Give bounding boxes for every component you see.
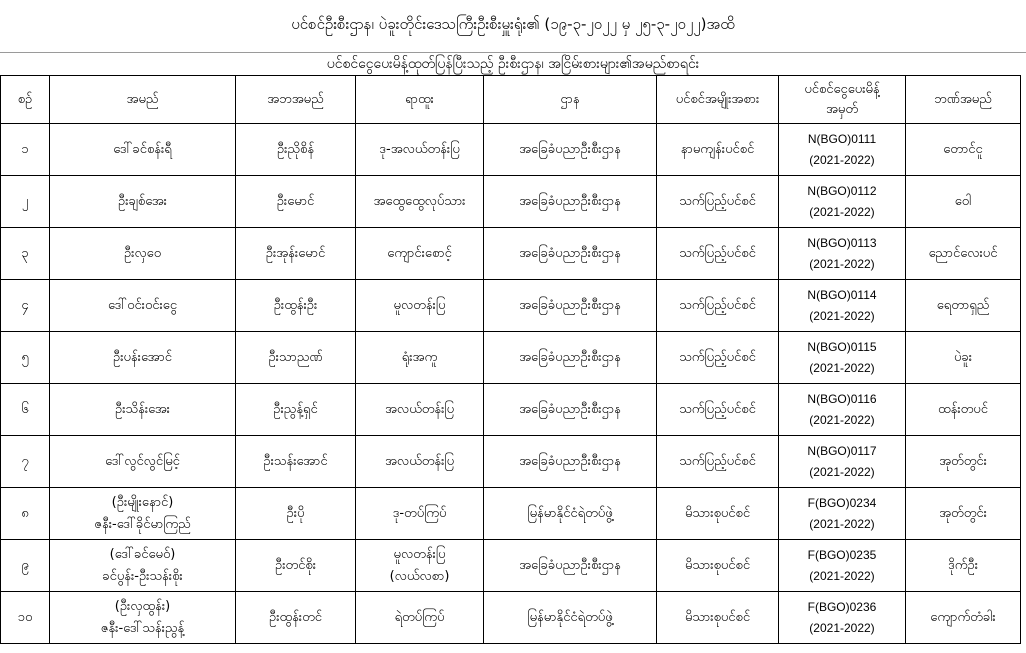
cell-order-no bbox=[779, 228, 906, 280]
cell-order-no bbox=[779, 280, 906, 332]
bank-name: ဝေါ bbox=[954, 193, 972, 209]
bank-name: ထန်းတပင် bbox=[938, 401, 988, 417]
dept-name: အခြေခံပညာဦးစီးဌာန bbox=[519, 453, 621, 469]
rank-line1: အထွေထွေလုပ်သား bbox=[373, 193, 466, 209]
cell-dept bbox=[484, 488, 657, 540]
cell-name bbox=[50, 488, 236, 540]
cell-rank bbox=[356, 176, 484, 228]
pension-type: မိသားစုပင်စင် bbox=[684, 505, 751, 521]
cell-bank bbox=[906, 488, 1021, 540]
bank-name: ရေတာရှည် bbox=[936, 297, 990, 313]
rank-line1: မူလတန်းပြ bbox=[393, 546, 446, 562]
header-order-no-line1: ပင်စင်ငွေပေးမိန့် bbox=[804, 81, 880, 97]
cell-rank bbox=[356, 436, 484, 488]
rank-line1: အလယ်တန်းပြ bbox=[384, 401, 455, 417]
name-line2: ဇနီး-ဒေါ်သန်းညွန့် bbox=[100, 620, 185, 636]
cell-father bbox=[236, 592, 356, 644]
cell-rank bbox=[356, 540, 484, 592]
cell-father bbox=[236, 488, 356, 540]
name-line1: (ဦးလှထွန်း) bbox=[114, 598, 171, 614]
order-year: (2021-2022) bbox=[809, 620, 875, 635]
cell-rank bbox=[356, 384, 484, 436]
order-no: F(BGO)0234 bbox=[807, 495, 877, 510]
name-line1: ဦးလှဝေ bbox=[123, 245, 162, 261]
father-name: ဦးအုန်းမောင် bbox=[265, 245, 326, 261]
pension-type: သက်ပြည့်ပင်စင် bbox=[679, 297, 756, 313]
cell-rank bbox=[356, 488, 484, 540]
bank-name: အုတ်တွင်း bbox=[939, 453, 987, 469]
cell-dept bbox=[484, 176, 657, 228]
cell-name bbox=[50, 176, 236, 228]
pensioner-table bbox=[0, 75, 1021, 644]
father-name: ဦးသန်းအောင် bbox=[263, 453, 328, 469]
name-line1: (ဦးမျိုးနောင်) bbox=[111, 494, 174, 510]
cell-name bbox=[50, 124, 236, 176]
cell-name bbox=[50, 436, 236, 488]
cell-father bbox=[236, 332, 356, 384]
row-no: ၄ bbox=[21, 297, 29, 313]
pension-type: မိသားစုပင်စင် bbox=[684, 557, 751, 573]
cell-order-no bbox=[779, 124, 906, 176]
cell-name bbox=[50, 592, 236, 644]
rank-line1: ရဲတပ်ကြပ် bbox=[394, 609, 445, 625]
pension-type: မိသားစုပင်စင် bbox=[684, 609, 751, 625]
cell-order-no bbox=[779, 488, 906, 540]
cell-bank bbox=[906, 540, 1021, 592]
cell-bank bbox=[906, 280, 1021, 332]
cell-no bbox=[1, 436, 50, 488]
row-no: ၃ bbox=[21, 245, 29, 261]
cell-order-no bbox=[779, 592, 906, 644]
row-no: ၇ bbox=[21, 453, 29, 469]
cell-dept bbox=[484, 332, 657, 384]
cell-no bbox=[1, 592, 50, 644]
cell-pension-type bbox=[657, 436, 779, 488]
name-line2: ဇနီး-ဒေါ်ခိုင်မာကြည် bbox=[94, 516, 191, 532]
bank-name: တောင်ငူ bbox=[943, 141, 983, 157]
table-header-row bbox=[1, 76, 1021, 124]
cell-pension-type bbox=[657, 592, 779, 644]
name-line1: ဦးပန်းအောင် bbox=[113, 349, 172, 365]
cell-rank bbox=[356, 124, 484, 176]
cell-no bbox=[1, 384, 50, 436]
header-order-no bbox=[779, 76, 906, 124]
header-rank: ရာထူး bbox=[356, 76, 484, 124]
cell-name bbox=[50, 384, 236, 436]
cell-rank bbox=[356, 228, 484, 280]
cell-order-no bbox=[779, 384, 906, 436]
rank-line1: အလယ်တန်းပြ bbox=[384, 453, 455, 469]
table-row bbox=[1, 124, 1021, 176]
dept-name: မြန်မာနိုင်ငံရဲတပ်ဖွဲ့ bbox=[527, 505, 613, 521]
document-title: ပင်စင်ဦးစီးဌာန၊ ပဲခူးတိုင်းဒေသကြီးဦးစီးမှူးရုံး၏ (၁၉-၃-၂၀၂၂ မှ ၂၅-၃-၂၀၂၂)အထိ bbox=[0, 0, 1026, 53]
cell-name bbox=[50, 540, 236, 592]
row-no: ၂ bbox=[21, 193, 29, 209]
name-line1: (ဒေါ်ခင်မေဝ်) bbox=[109, 546, 176, 562]
cell-father bbox=[236, 540, 356, 592]
order-no: N(BGO)0115 bbox=[807, 339, 877, 354]
bank-name: ညောင်လေးပင် bbox=[928, 245, 998, 261]
cell-name bbox=[50, 280, 236, 332]
bank-name: ကျောက်တံခါး bbox=[930, 609, 996, 625]
cell-father bbox=[236, 124, 356, 176]
cell-no bbox=[1, 332, 50, 384]
header-name: အမည် bbox=[50, 76, 236, 124]
cell-dept bbox=[484, 384, 657, 436]
cell-pension-type bbox=[657, 332, 779, 384]
dept-name: အခြေခံပညာဦးစီးဌာန bbox=[519, 193, 621, 209]
header-no: စဉ် bbox=[1, 76, 50, 124]
name-line1: ဒေါ်ခင်စန်းရီ bbox=[113, 141, 172, 157]
father-name: ဦးညွန့်ရှင် bbox=[273, 401, 318, 417]
name-line1: ဦးသိန်းအေး bbox=[115, 401, 170, 417]
order-year: (2021-2022) bbox=[809, 152, 875, 167]
row-no: ၁ bbox=[21, 141, 29, 157]
cell-pension-type bbox=[657, 176, 779, 228]
pension-type: သက်ပြည့်ပင်စင် bbox=[679, 245, 756, 261]
row-no: ၅ bbox=[21, 349, 29, 365]
cell-no bbox=[1, 488, 50, 540]
bank-name: ပဲခူး bbox=[953, 349, 973, 365]
cell-bank bbox=[906, 592, 1021, 644]
bank-name: အုတ်တွင်း bbox=[939, 505, 987, 521]
dept-name: အခြေခံပညာဦးစီးဌာန bbox=[519, 557, 621, 573]
order-year: (2021-2022) bbox=[809, 568, 875, 583]
row-no: ၆ bbox=[21, 401, 29, 417]
cell-father bbox=[236, 280, 356, 332]
name-line1: ဦးချစ်အေး bbox=[118, 193, 167, 209]
cell-name bbox=[50, 228, 236, 280]
father-name: ဦးထွန်းဦး bbox=[273, 297, 318, 313]
table-row bbox=[1, 592, 1021, 644]
order-year: (2021-2022) bbox=[809, 308, 875, 323]
table-row bbox=[1, 332, 1021, 384]
cell-pension-type bbox=[657, 280, 779, 332]
order-no: F(BGO)0236 bbox=[807, 599, 877, 614]
table-row bbox=[1, 176, 1021, 228]
order-no: N(BGO)0116 bbox=[807, 391, 877, 406]
name-line1: ဒေါ်ဝင်းဝင်းငွေ bbox=[107, 297, 178, 313]
header-order-no-line2: အမှတ် bbox=[825, 101, 859, 117]
row-no: ၁၀ bbox=[17, 609, 33, 625]
pension-type: သက်ပြည့်ပင်စင် bbox=[679, 453, 756, 469]
table-row bbox=[1, 280, 1021, 332]
dept-name: မြန်မာနိုင်ငံရဲတပ်ဖွဲ့ bbox=[527, 609, 613, 625]
pension-type: သက်ပြည့်ပင်စင် bbox=[679, 193, 756, 209]
father-name: ဦးသာညဏ် bbox=[268, 349, 323, 365]
dept-name: အခြေခံပညာဦးစီးဌာန bbox=[519, 401, 621, 417]
cell-order-no bbox=[779, 176, 906, 228]
cell-pension-type bbox=[657, 384, 779, 436]
order-no: N(BGO)0113 bbox=[807, 235, 877, 250]
rank-line1: ဒု-အလယ်တန်းပြ bbox=[379, 141, 460, 157]
header-dept: ဌာန bbox=[484, 76, 657, 124]
cell-rank bbox=[356, 332, 484, 384]
order-year: (2021-2022) bbox=[809, 204, 875, 219]
order-no: N(BGO)0114 bbox=[807, 287, 877, 302]
cell-pension-type bbox=[657, 540, 779, 592]
row-no: ၈ bbox=[21, 505, 29, 521]
cell-dept bbox=[484, 280, 657, 332]
table-row bbox=[1, 384, 1021, 436]
order-no: N(BGO)0117 bbox=[807, 443, 877, 458]
rank-line1: ဒု-တပ်ကြပ် bbox=[392, 505, 447, 521]
cell-no bbox=[1, 176, 50, 228]
order-year: (2021-2022) bbox=[809, 256, 875, 271]
cell-dept bbox=[484, 540, 657, 592]
table-row bbox=[1, 488, 1021, 540]
cell-bank bbox=[906, 176, 1021, 228]
order-no: N(BGO)0112 bbox=[807, 183, 877, 198]
name-line2: ခင်ပွန်း-ဦးသန်းစိုး bbox=[102, 568, 183, 584]
header-bank: ဘဏ်အမည် bbox=[906, 76, 1021, 124]
cell-name bbox=[50, 332, 236, 384]
cell-father bbox=[236, 436, 356, 488]
table-row bbox=[1, 436, 1021, 488]
dept-name: အခြေခံပညာဦးစီးဌာန bbox=[519, 297, 621, 313]
cell-no bbox=[1, 228, 50, 280]
rank-line1: ရုံးအကူ bbox=[401, 349, 438, 365]
order-year: (2021-2022) bbox=[809, 464, 875, 479]
cell-bank bbox=[906, 384, 1021, 436]
row-no: ၉ bbox=[21, 557, 29, 573]
cell-father bbox=[236, 228, 356, 280]
cell-bank bbox=[906, 436, 1021, 488]
order-no: N(BGO)0111 bbox=[807, 131, 877, 146]
cell-order-no bbox=[779, 540, 906, 592]
cell-father bbox=[236, 384, 356, 436]
father-name: ဦးထွန်းတင် bbox=[269, 609, 322, 625]
order-year: (2021-2022) bbox=[809, 516, 875, 531]
cell-order-no bbox=[779, 436, 906, 488]
father-name: ဦးတင်စိုး bbox=[275, 557, 316, 573]
order-no: F(BGO)0235 bbox=[807, 547, 877, 562]
rank-line2: (လယ်လစာ) bbox=[389, 568, 450, 584]
cell-dept bbox=[484, 124, 657, 176]
father-name: ဦးမောင် bbox=[276, 193, 315, 209]
father-name: ဦးပို bbox=[286, 505, 305, 521]
cell-bank bbox=[906, 124, 1021, 176]
header-pension-type: ပင်စင်အမျိုးအစား bbox=[657, 76, 779, 124]
cell-pension-type bbox=[657, 228, 779, 280]
rank-line1: ကျောင်းစောင့် bbox=[387, 245, 452, 261]
cell-rank bbox=[356, 592, 484, 644]
cell-bank bbox=[906, 332, 1021, 384]
order-year: (2021-2022) bbox=[809, 360, 875, 375]
document-subtitle: ပင်စင်ငွေပေးမိန့်ထုတ်ပြန်ပြီးသည့် ဦးစီးဌာန၊ အငြိမ်းစားများ၏အမည်စာရင်း bbox=[326, 55, 700, 72]
table-row bbox=[1, 228, 1021, 280]
table-row bbox=[1, 540, 1021, 592]
cell-pension-type bbox=[657, 124, 779, 176]
name-line1: ဒေါ်လွင်လွင်မြင့် bbox=[105, 453, 180, 469]
pension-type: သက်ပြည့်ပင်စင် bbox=[679, 349, 756, 365]
cell-pension-type bbox=[657, 488, 779, 540]
pension-type: နာမကျန်းပင်စင် bbox=[680, 141, 755, 157]
dept-name: အခြေခံပညာဦးစီးဌာန bbox=[519, 245, 621, 261]
cell-dept bbox=[484, 436, 657, 488]
cell-no bbox=[1, 124, 50, 176]
cell-father bbox=[236, 176, 356, 228]
bank-name: ဒိုက်ဦး bbox=[947, 557, 978, 573]
order-year: (2021-2022) bbox=[809, 412, 875, 427]
cell-bank bbox=[906, 228, 1021, 280]
header-father: အဘအမည် bbox=[236, 76, 356, 124]
cell-dept bbox=[484, 592, 657, 644]
dept-name: အခြေခံပညာဦးစီးဌာန bbox=[519, 141, 621, 157]
cell-no bbox=[1, 540, 50, 592]
father-name: ဦးညိုစိန် bbox=[276, 141, 315, 157]
rank-line1: မူလတန်းပြ bbox=[393, 297, 446, 313]
pension-type: သက်ပြည့်ပင်စင် bbox=[679, 401, 756, 417]
cell-no bbox=[1, 280, 50, 332]
cell-rank bbox=[356, 280, 484, 332]
cell-dept bbox=[484, 228, 657, 280]
cell-order-no bbox=[779, 332, 906, 384]
dept-name: အခြေခံပညာဦးစီးဌာန bbox=[519, 349, 621, 365]
